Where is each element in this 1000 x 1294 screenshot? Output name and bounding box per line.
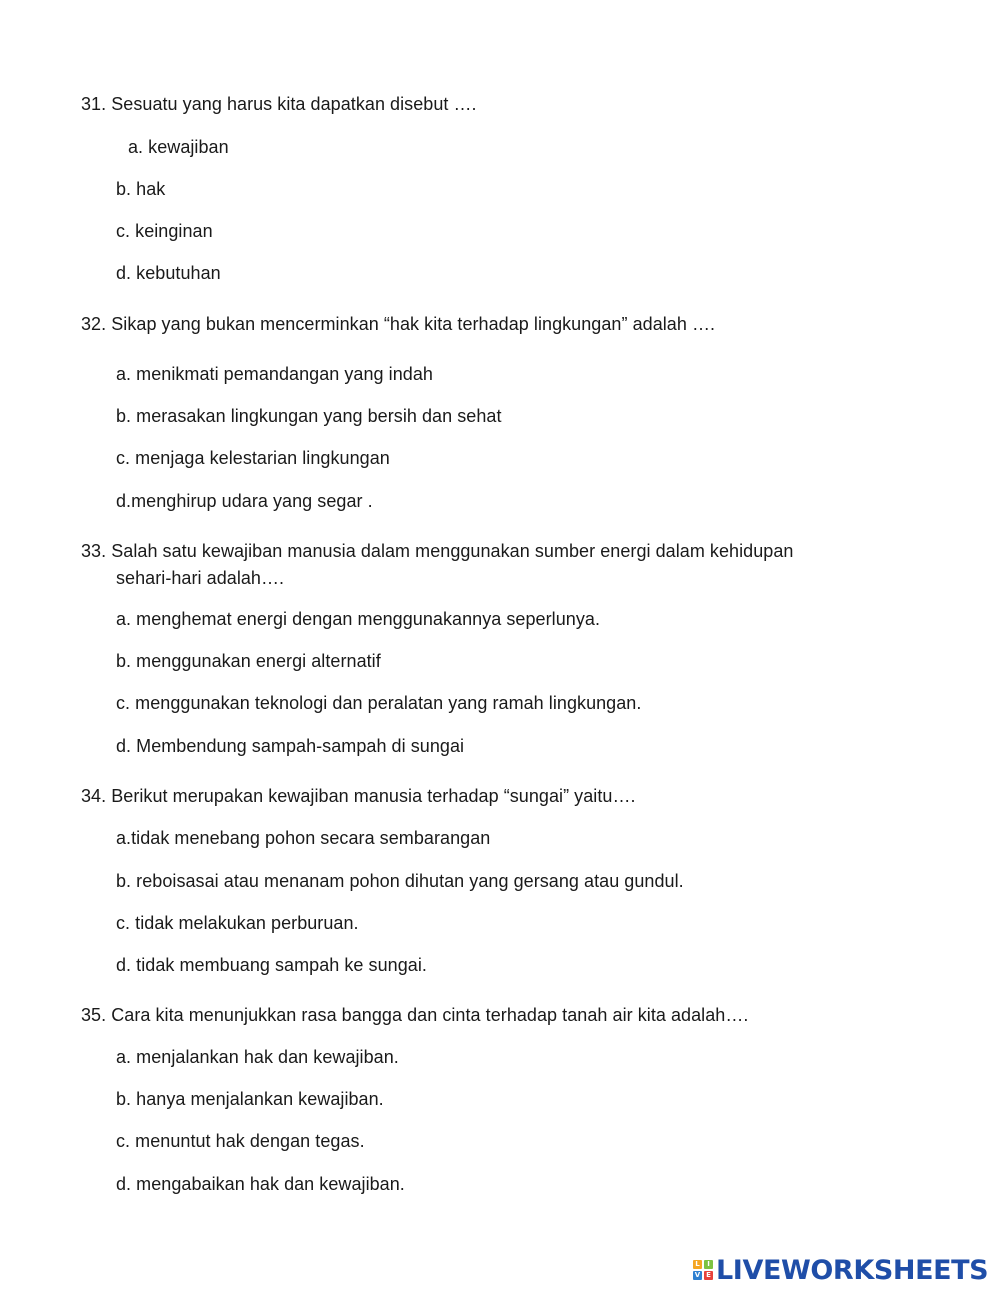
logo-grid-icon [693, 1260, 713, 1280]
question-34-option-c[interactable]: c. tidak melakukan perburuan. [116, 913, 359, 933]
question-35-option-c[interactable]: c. menuntut hak dengan tegas. [116, 1131, 365, 1151]
question-31-text: 31. Sesuatu yang harus kita dapatkan disebut …. [81, 94, 477, 114]
question-31-option-c[interactable]: c. keinginan [116, 221, 213, 241]
question-33-option-a[interactable]: a. menghemat energi dengan menggunakannya seperlunya. [116, 609, 600, 629]
question-32-text: 32. Sikap yang bukan mencerminkan “hak kita terhadap lingkungan” adalah …. [81, 314, 716, 334]
question-32-option-d[interactable]: d.menghirup udara yang segar . [116, 491, 373, 511]
logo-grid-cell: E [704, 1271, 713, 1280]
question-33-option-d[interactable]: d. Membendung sampah-sampah di sungai [116, 736, 465, 756]
logo-text: LIVEWORKSHEETS [716, 1254, 989, 1286]
question-35-option-a[interactable]: a. menjalankan hak dan kewajiban. [116, 1047, 399, 1067]
question-31-option-b[interactable]: b. hak [116, 179, 166, 199]
logo-grid-cell: V [694, 1271, 701, 1279]
question-32-option-b[interactable]: b. merasakan lingkungan yang bersih dan sehat [116, 406, 502, 426]
logo-grid-cell: I [704, 1260, 713, 1269]
question-32-option-c[interactable]: c. menjaga kelestarian lingkungan [116, 448, 390, 468]
question-33-text: 33. Salah satu kewajiban manusia dalam menggunakan sumber energi dalam kehidupan [81, 541, 794, 561]
question-33-option-c[interactable]: c. menggunakan teknologi dan peralatan yang ramah lingkungan. [116, 693, 642, 713]
question-31-option-a[interactable]: a. kewajiban [128, 137, 229, 157]
question-34-text: 34. Berikut merupakan kewajiban manusia terhadap “sungai” yaitu…. [81, 786, 636, 806]
question-35-option-b[interactable]: b. hanya menjalankan kewajiban. [116, 1089, 384, 1109]
question-34-option-a[interactable]: a.tidak menebang pohon secara sembarangan [116, 828, 491, 848]
question-34-option-b[interactable]: b. reboisasai atau menanam pohon dihutan yang gersang atau gundul. [116, 871, 684, 891]
question-33-option-b[interactable]: b. menggunakan energi alternatif [116, 651, 381, 671]
question-32-option-a[interactable]: a. menikmati pemandangan yang indah [116, 364, 433, 384]
question-35-option-d[interactable]: d. mengabaikan hak dan kewajiban. [116, 1174, 405, 1194]
question-34-option-d[interactable]: d. tidak membuang sampah ke sungai. [116, 955, 427, 975]
question-33-text-continued: sehari-hari adalah…. [116, 568, 285, 588]
logo-grid-cell: L [693, 1260, 702, 1269]
question-31-option-d[interactable]: d. kebutuhan [116, 263, 221, 283]
liveworksheets-logo [693, 1254, 988, 1286]
question-35-text: 35. Cara kita menunjukkan rasa bangga dan cinta terhadap tanah air kita adalah…. [81, 1005, 749, 1025]
